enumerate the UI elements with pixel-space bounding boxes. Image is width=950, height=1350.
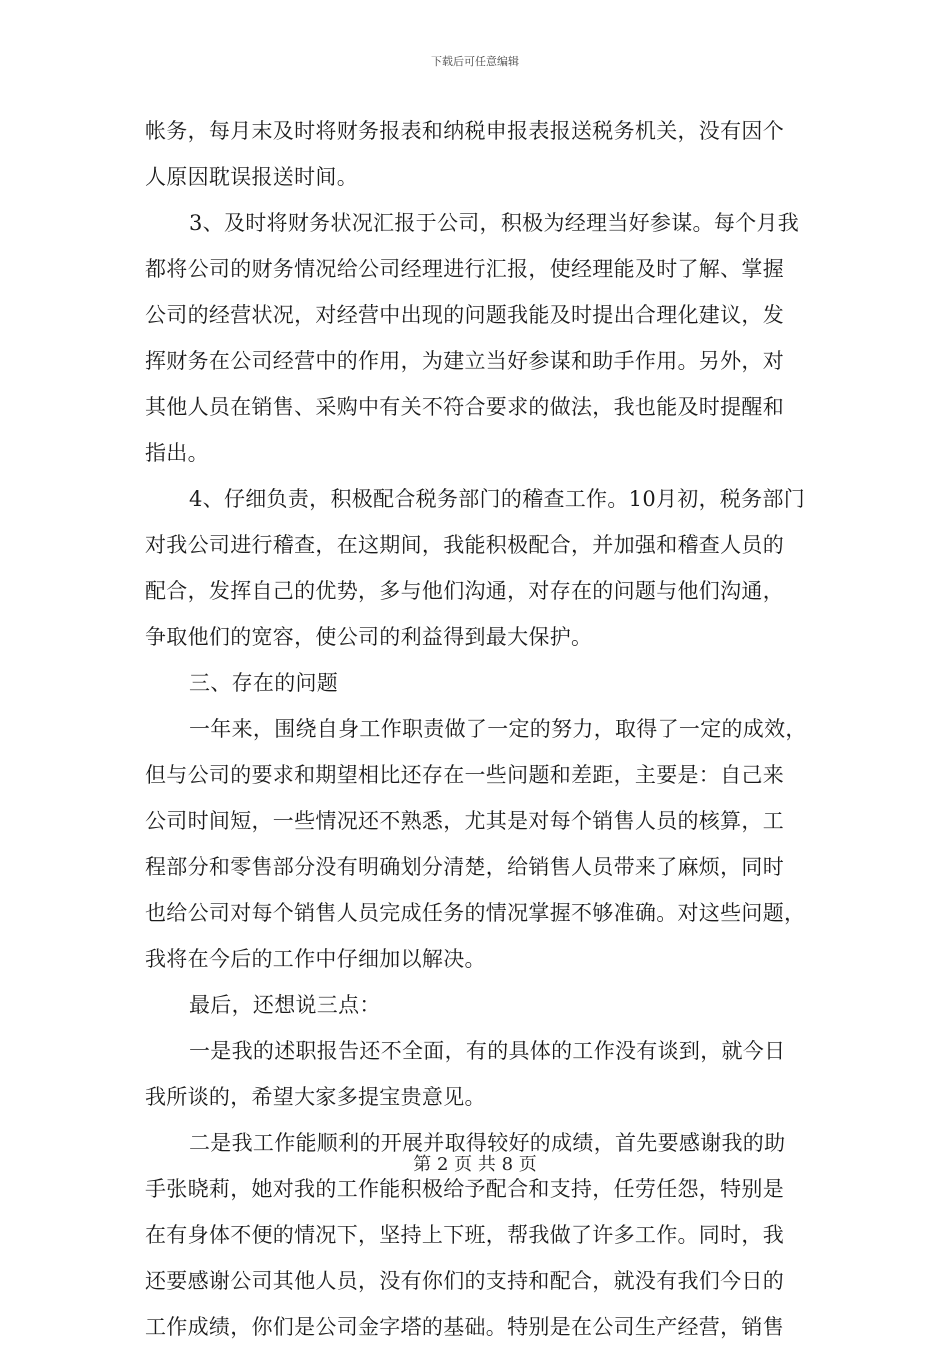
body-line: 人原因耽误报送时间。 <box>145 165 358 189</box>
page-number-footer: 第 2 页 共 8 页 <box>413 1154 537 1175</box>
body-line: 其他人员在销售、采购中有关不符合要求的做法，我也能及时提醒和 <box>145 395 784 419</box>
body-line: 我所谈的，希望大家多提宝贵意见。 <box>145 1085 486 1109</box>
section-heading: 三、存在的问题 <box>189 671 339 695</box>
body-line: 对我公司进行稽查，在这期间，我能积极配合，并加强和稽查人员的 <box>145 533 784 557</box>
body-line: 一年来，围绕自身工作职责做了一定的努力，取得了一定的成效， <box>189 717 807 741</box>
body-line: 程部分和零售部分没有明确划分清楚，给销售人员带来了麻烦，同时 <box>145 855 784 879</box>
body-line: 挥财务在公司经营中的作用，为建立当好参谋和助手作用。另外，对 <box>145 349 784 373</box>
body-line: 手张晓莉，她对我的工作能积极给予配合和支持，任劳任怨，特别是 <box>145 1177 784 1201</box>
body-line: 也给公司对每个销售人员完成任务的情况掌握不够准确。对这些问题， <box>145 901 806 925</box>
body-line: 配合，发挥自己的优势，多与他们沟通，对存在的问题与他们沟通， <box>145 579 784 603</box>
body-line: 在有身体不便的情况下，坚持上下班，帮我做了许多工作。同时，我 <box>145 1223 784 1247</box>
body-line: 还要感谢公司其他人员，没有你们的支持和配合，就没有我们今日的 <box>145 1269 784 1293</box>
body-line: 公司时间短，一些情况还不熟悉，尤其是对每个销售人员的核算，工 <box>145 809 784 833</box>
body-line: 工作成绩，你们是公司金字塔的基础。特别是在公司生产经营，销售 <box>145 1315 784 1339</box>
body-line: 公司的经营状况，对经营中出现的问题我能及时提出合理化建议，发 <box>145 303 784 327</box>
body-line: 最后，还想说三点： <box>189 993 381 1017</box>
body-line: 二是我工作能顺利的开展并取得较好的成绩，首先要感谢我的助 <box>189 1131 786 1155</box>
body-line: 3、及时将财务状况汇报于公司，积极为经理当好参谋。每个月我 <box>189 211 800 235</box>
body-line: 指出。 <box>145 441 209 465</box>
body-line: 帐务，每月末及时将财务报表和纳税申报表报送税务机关，没有因个 <box>145 119 784 143</box>
body-line: 争取他们的宽容，使公司的利益得到最大保护。 <box>145 625 593 649</box>
body-line: 一是我的述职报告还不全面，有的具体的工作没有谈到，就今日 <box>189 1039 786 1063</box>
body-line: 但与公司的要求和期望相比还存在一些问题和差距，主要是：自己来 <box>145 763 784 787</box>
body-line: 4、仔细负责，积极配合税务部门的稽查工作。10月初，税务部门 <box>189 487 806 511</box>
page-header-note: 下载后可任意编辑 <box>431 55 519 68</box>
body-line: 我将在今后的工作中仔细加以解决。 <box>145 947 486 971</box>
body-line: 都将公司的财务情况给公司经理进行汇报，使经理能及时了解、掌握 <box>145 257 784 281</box>
